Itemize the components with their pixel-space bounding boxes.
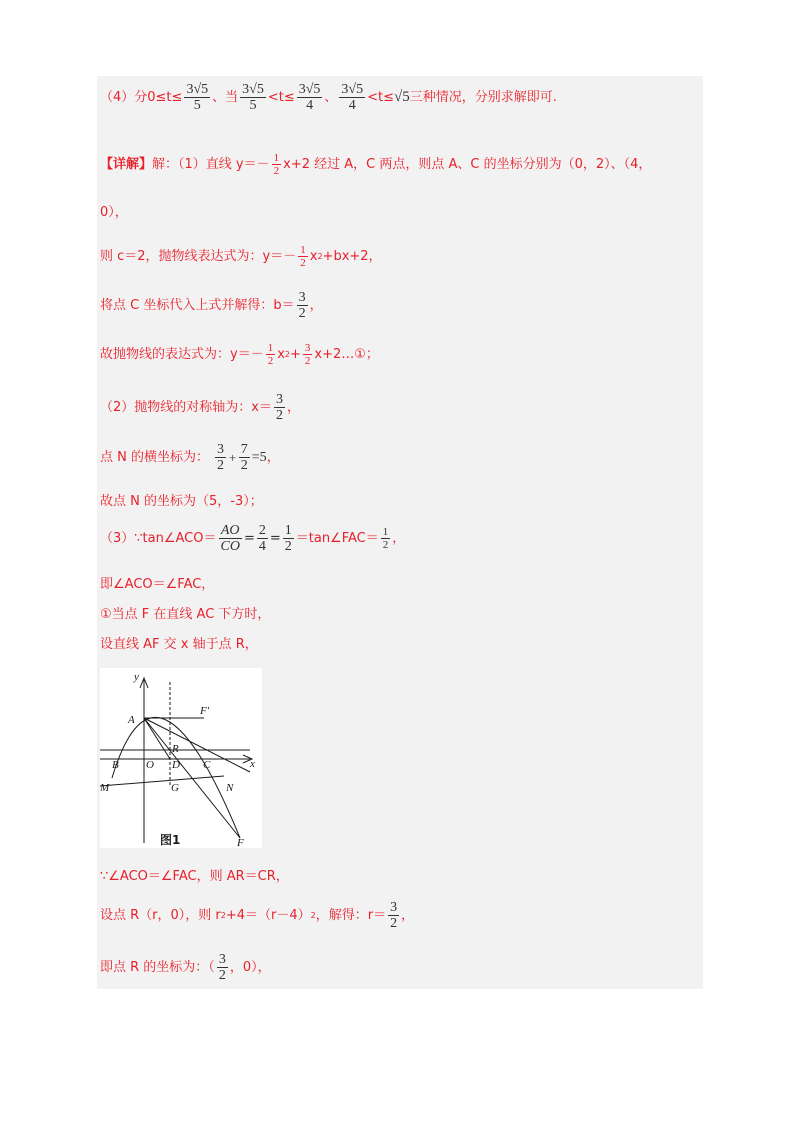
fraction-denominator: 5 (193, 98, 201, 114)
fraction-ao-over-co (218, 523, 241, 555)
fraction-denominator: 2 (382, 539, 389, 552)
figure-caption: 图1 (160, 833, 181, 847)
fraction-three-halves (297, 290, 308, 322)
case-prefix: （4）分0≤t≤ (100, 90, 183, 106)
fraction-three-halves (217, 952, 228, 984)
plus-sign: + (228, 450, 237, 466)
solution-line-n-abscissa (100, 442, 280, 474)
label-g: G (171, 782, 179, 794)
line-text: ， (286, 400, 300, 416)
line-text: x+2 经过 A，C 两点，则点 A、C 的坐标分别为（0，2）、（4， (283, 157, 652, 173)
fraction-denominator: 2 (304, 355, 311, 368)
fraction-numerator: 3 (217, 442, 224, 457)
line-text: x (309, 249, 318, 265)
fraction-3sqrt5-over-4 (297, 82, 323, 114)
label-y: y (134, 671, 139, 683)
fraction-denominator: 4 (306, 98, 314, 114)
label-x: x (250, 758, 255, 770)
solution-line-solve-b (100, 290, 323, 322)
fraction-numerator: AO (220, 523, 240, 538)
line-text: x (277, 347, 285, 363)
line-text: ， (266, 450, 280, 466)
solution-line-parabola-final (100, 342, 379, 367)
line-text: +bx+2， (322, 249, 382, 265)
line-text: 解：（1）直线 y＝－ (152, 157, 270, 173)
fraction-numerator: 3 (218, 952, 226, 967)
fraction-denominator: 2 (275, 408, 283, 424)
solution-line-detail-start (100, 152, 651, 177)
label-c: C (203, 759, 211, 771)
fraction-denominator: 2 (217, 458, 224, 474)
line-text: ，解得：r＝ (315, 908, 387, 924)
label-n: N (226, 782, 234, 794)
line-text: 则 c＝2，抛物线表达式为：y＝－ (100, 249, 297, 265)
fraction-3sqrt5-over-5 (184, 82, 210, 114)
solution-line-ar-cr (100, 870, 289, 883)
fraction-numerator: 7 (240, 442, 248, 457)
superscript: 2 (310, 910, 316, 920)
line-text: ∵∠ACO＝∠FAC，则 AR＝CR， (100, 869, 289, 884)
fraction-numerator: 1 (273, 152, 280, 164)
solution-line-n-coordinate (100, 495, 263, 508)
fraction-three-halves (303, 342, 313, 367)
line-text: ①当点 F 在直线 AC 下方时， (100, 607, 271, 622)
fraction-numerator: 3√5 (242, 82, 264, 97)
fraction-one-half (266, 342, 276, 367)
solution-line-parabola-expr (100, 244, 382, 269)
fraction-denominator: 5 (249, 98, 257, 114)
superscript: 2 (284, 349, 290, 359)
fraction-three-halves (215, 442, 226, 474)
separator-text: 、当 (212, 90, 239, 106)
figure-1-graph (100, 668, 262, 848)
fraction-denominator: 2 (284, 539, 292, 555)
fraction-numerator: 3√5 (341, 82, 364, 97)
line-text: （2）抛物线的对称轴为：x＝ (100, 400, 272, 416)
fraction-3sqrt5-over-4 (339, 82, 365, 114)
solution-line-set-r (100, 638, 258, 651)
solution-line-case-one (100, 608, 270, 621)
line-text: 故抛物线的表达式为：y＝－ (100, 347, 264, 363)
fraction-numerator: 3 (390, 900, 398, 915)
fraction-numerator: 3 (304, 342, 311, 354)
solution-line-case-split (100, 82, 557, 114)
graph-svg (100, 668, 262, 848)
equals-sign: = (243, 531, 255, 547)
fraction-denominator: 2 (390, 916, 398, 932)
inequality-text: <t≤ (367, 90, 394, 106)
solution-line-r-coordinate (100, 952, 271, 984)
separator-text: 、 (324, 90, 338, 106)
label-m: M (100, 782, 110, 794)
solution-line-solve-r (100, 900, 414, 932)
fraction-one-half (283, 523, 294, 555)
fraction-numerator: 1 (382, 526, 389, 539)
fraction-denominator: 4 (258, 539, 266, 555)
line-text: ， (309, 298, 323, 314)
line-text: ， (401, 908, 415, 924)
line-text: x+2…①； (314, 347, 379, 363)
line-text: ＝tan∠FAC＝ (295, 531, 379, 547)
label-o: O (146, 759, 154, 771)
fraction-numerator: 3√5 (298, 82, 321, 97)
solution-line-coordinate-cont (100, 206, 128, 219)
superscript: 2 (220, 910, 226, 920)
fraction-denominator: 2 (240, 458, 248, 474)
parabola-curve (112, 717, 240, 838)
line-ac (144, 718, 250, 772)
fraction-numerator: 2 (258, 523, 266, 538)
solution-line-tan-angle (100, 523, 405, 555)
label-a: A (128, 714, 135, 726)
fraction-one-half (381, 526, 391, 551)
inequality-text: <t≤ (267, 90, 295, 106)
line-text: 即点 R 的坐标为：（ (100, 960, 215, 976)
label-d: D (172, 759, 180, 771)
line-mn (100, 776, 224, 786)
fraction-one-half (298, 244, 308, 269)
fraction-three-halves (388, 900, 399, 932)
line-text: 设直线 AF 交 x 轴于点 R， (100, 637, 258, 652)
fraction-numerator: 1 (284, 523, 292, 538)
line-text: 0）， (100, 205, 128, 220)
fraction-two-fourths (257, 523, 268, 555)
fraction-numerator: 3 (298, 290, 306, 305)
line-text: 即∠ACO＝∠FAC， (100, 577, 215, 592)
line-text: 设点 R（r，0），则 r (100, 908, 221, 924)
fraction-3sqrt5-over-5 (240, 82, 266, 114)
fraction-numerator: 3 (275, 392, 283, 407)
line-text: 故点 N 的坐标为（5，-3）； (100, 494, 263, 509)
line-text: + (290, 347, 301, 363)
label-f: F (237, 837, 244, 848)
fraction-numerator: 1 (300, 244, 306, 256)
fraction-denominator: CO (220, 539, 240, 555)
line-text: +4＝（r－4） (225, 908, 311, 924)
label-r: R (172, 743, 179, 755)
fraction-denominator: 2 (273, 165, 280, 178)
equals-sign: = (269, 531, 281, 547)
fraction-one-half (272, 152, 282, 177)
line-text: ， (392, 531, 406, 547)
label-f-prime: F′ (200, 705, 210, 717)
fraction-denominator: 2 (300, 257, 306, 270)
equals-five: =5 (251, 449, 267, 465)
fraction-seven-halves (239, 442, 250, 474)
fraction-denominator: 2 (298, 306, 306, 322)
fraction-denominator: 2 (218, 968, 226, 984)
fraction-numerator: 3√5 (186, 82, 209, 97)
line-text: 将点 C 坐标代入上式并解得：b＝ (100, 298, 295, 314)
label-b: B (112, 759, 119, 771)
line-text: ，0）， (229, 960, 271, 976)
case-suffix: 三种情况，分别求解即可. (409, 90, 557, 106)
line-text: 点 N 的横坐标为： (100, 450, 209, 466)
fraction-denominator: 4 (348, 98, 356, 114)
detail-heading: 【详解】 (100, 157, 153, 173)
line-af (144, 718, 240, 838)
fraction-three-halves (274, 392, 285, 424)
sqrt-five: √5 (394, 89, 410, 106)
fraction-numerator: 1 (267, 342, 274, 354)
line-text: （3）∵tan∠ACO＝ (100, 531, 217, 547)
superscript: 2 (317, 251, 323, 261)
solution-line-angle-equal (100, 578, 214, 591)
fraction-denominator: 2 (267, 355, 274, 368)
solution-line-axis-of-symmetry (100, 392, 300, 424)
